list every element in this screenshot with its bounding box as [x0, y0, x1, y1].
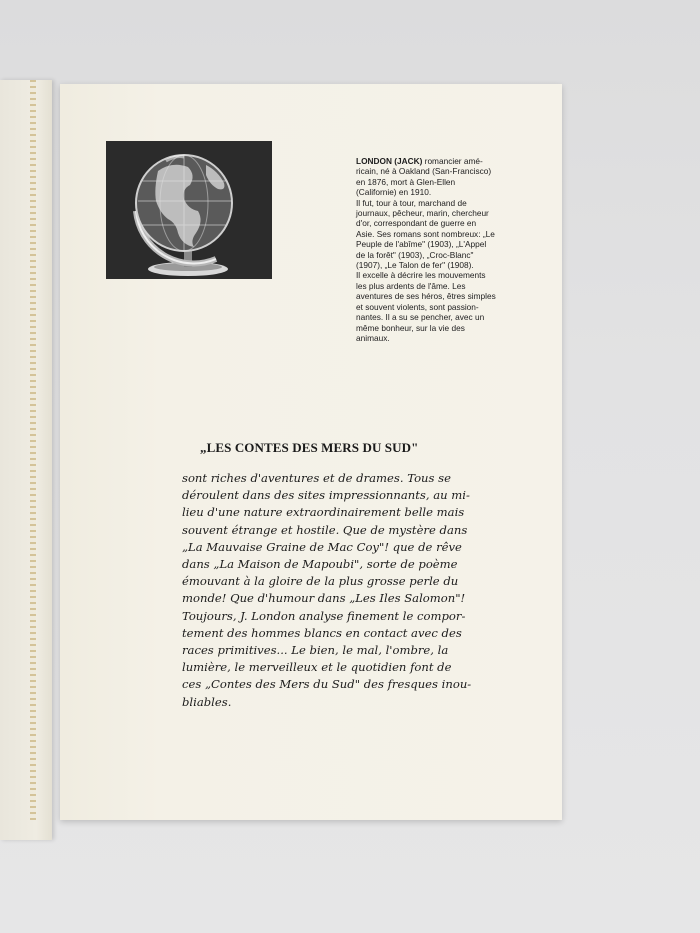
section-heading: „LES CONTES DES MERS DU SUD" [200, 440, 419, 455]
author-name: LONDON (JACK) [356, 156, 423, 166]
globe-icon [106, 141, 272, 279]
author-biography [356, 156, 524, 343]
biography-text: romancier amé- ricain, né à Oakland (San-Francisco) en 1876, mort à Glen-Ellen (Californie) en 1910. Il fut, tour à tour, marchand de journaux, pêcheur, marin, chercheur d'or, correspondant de guerre en Asie. Ses romans sont nombreux: „Le Peuple de l'abîme" (1903), „L'Appel de la forêt" (1903), „Croc-Blanc" (1907), „Le Talon de fer" (1908). Il excelle à décrire les mouvements les plus ardents de l'âme. Les aventures de ses héros, êtres simples et souvent violents, sont passion- nantes. Il a su se pencher, avec un même bonheur, sur la vie des animaux. [356, 156, 496, 343]
book-spine-stitching [30, 80, 36, 820]
globe-illustration [106, 141, 272, 279]
book-cover-edge [0, 80, 52, 840]
description-paragraph: sont riches d'aventures et de drames. Tous se déroulent dans des sites impressionnants, au mi- lieu d'une nature extraordinairement belle mais souvent étrange et hostile. Que de mystère dans „La Mauvaise Graine de Mac Coy"! que de rêve dans „La Maison de Mapoubi", sorte de poème émouvant à la gloire de la plus grosse perle du monde! Que d'humour dans „Les Iles Salomon"! Toujours, J. London analyse finement le compor- tement des hommes blancs en contact avec des races primitives... Le bien, le mal, l'ombre, la lumière, le merveilleux et le quotidien font de ces „Contes des Mers du Sud" des fresques inou- bliables. [182, 471, 472, 709]
